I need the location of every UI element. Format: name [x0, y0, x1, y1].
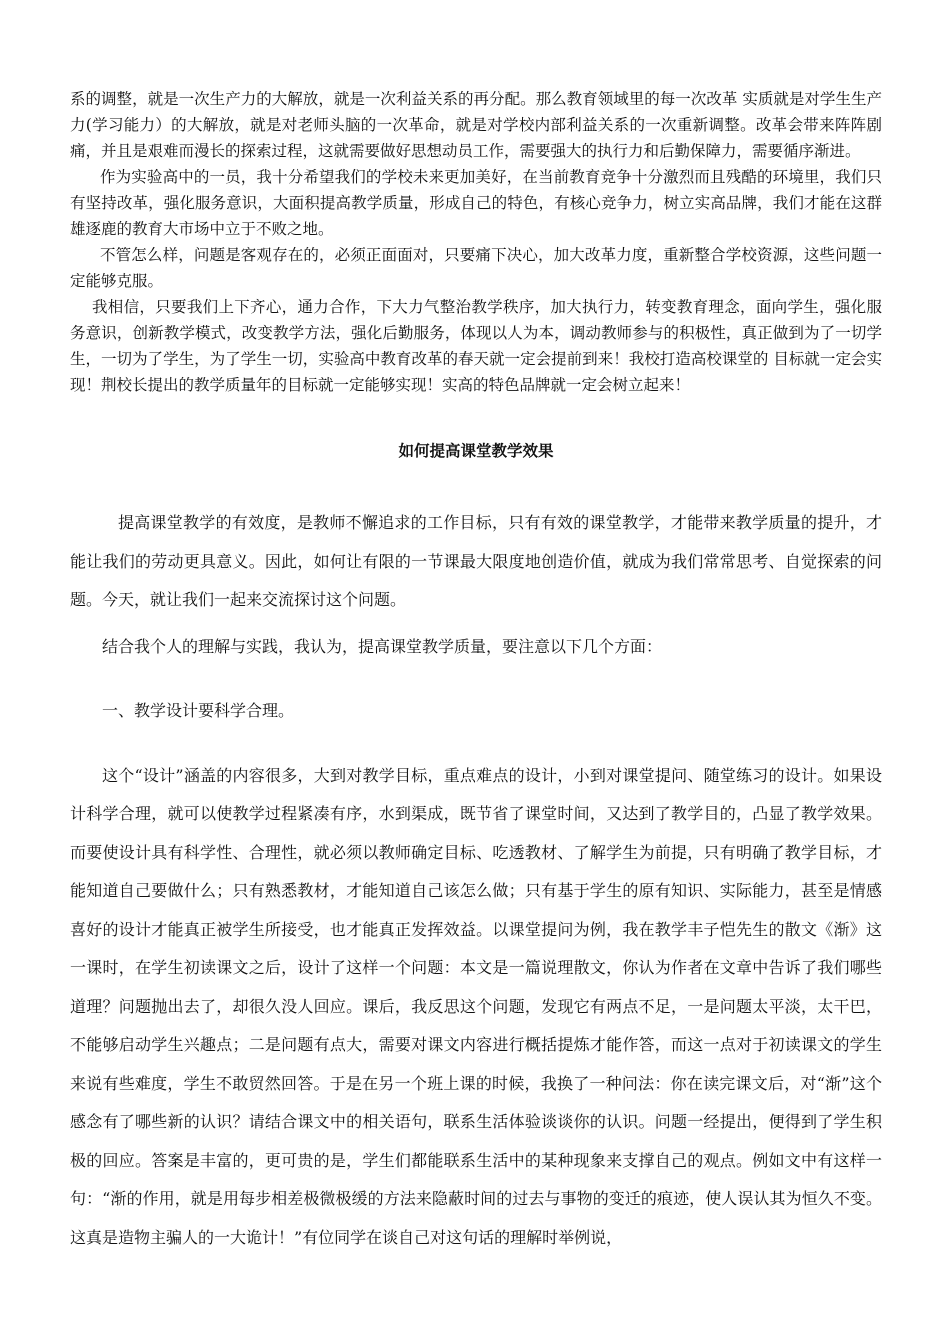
paragraph-design: 这个“设计”涵盖的内容很多，大到对教学目标，重点难点的设计，小到对课堂提问、随堂练习的设计。如果设计科学合理，就可以使教学过程紧凑有序，水到渠成，既节省了课堂时间，又达到了教学目的，凸显了教学效果。而要使设计具有科学性、合理性，就必须以教师确定目标、吃透教材、了解学生为前提，只有明确了教学目标，才能知道自己要做什么；只有熟悉教材，才能知道自己该怎么做；只有基于学生的原有知识、实际能力，甚至是情感喜好的设计才能真正被学生所接受，也才能真正发挥效益。以课堂提问为例，我在教学丰子恺先生的散文《渐》这一课时，在学生初读课文之后，设计了这样一个问题：本文是一篇说理散文，你认为作者在文章中告诉了我们哪些道理？问题抛出去了，却很久没人回应。课后，我反思这个问题，发现它有两点不足，一是问题太平淡，太干巴，不能够启动学生兴趣点；二是问题有点大，需要对课文内容进行概括提炼才能作答，而这一点对于初读课文的学生来说有些难度，学生不敢贸然回答。于是在另一个班上课的时候，我换了一种问法：你在读完课文后，对“渐”这个感念有了哪些新的认识？请结合课文中的相关语句，联系生活体验谈谈你的认识。问题一经提出，便得到了学生积极的回应。答案是丰富的，更可贵的是，学生们都能联系生活中的某种现象来支撑自己的观点。例如文中有这样一句：“渐的作用，就是用每步相差极微极缓的方法来隐蔽时间的过去与事物的变迁的痕迹，使人误认其为恒久不变。这真是造物主骗人的一大诡计！”有位同学在谈自己对这句话的理解时举例说，	[70, 765, 882, 1247]
classroom-section	[70, 504, 882, 1257]
document-page	[70, 86, 882, 1257]
paragraph-belief: 我相信，只要我们上下齐心，通力合作，下大力气整治教学秩序，加大执行力，转变教育理念，面向学生，强化服务意识，创新教学模式，改变教学方法，强化后勤服务，体现以人为本，调动教师参与的积极性，真正做到为了一切学生，一切为了学生，为了学生一切，实验高中教育改革的春天就一定会提前到来！我校打造高校课堂的 目标就一定会实现！荆校长提出的教学质量年的目标就一定能够实现！实高的特色品牌就一定会树立起来！	[70, 298, 882, 394]
paragraph-school-hope: 作为实验高中的一员，我十分希望我们的学校未来更加美好，在当前教育竞争十分激烈而且残酷的环境里，我们只有坚持改革，强化服务意识，大面积提高教学质量，形成自己的特色，有核心竞争力，树立实高品牌，我们才能在这群雄逐鹿的教育大市场中立于不败之地。	[70, 168, 882, 238]
paragraph-intro: 提高课堂教学的有效度，是教师不懈追求的工作目标，只有有效的课堂教学，才能带来教学质量的提升，才能让我们的劳动更具意义。因此，如何让有限的一节课最大限度地创造价值，就成为我们常常思考、自觉探索的问题。今天，就让我们一起来交流探讨这个问题。	[70, 513, 882, 609]
paragraph-problems: 不管怎么样，问题是客观存在的，必须正面面对，只要痛下决心，加大改革力度，重新整合学校资源，这些问题一定能够克服。	[70, 246, 882, 290]
article-title: 如何提高课堂教学效果	[398, 441, 554, 460]
paragraph-reform-adjustment: 系的调整，就是一次生产力的大解放，就是一次利益关系的再分配。那么教育领域里的每一次改革 实质就是对学生生产力(学习能力）的大解放，就是对老师头脑的一次革命，就是对学校内部利益关系的一次重新调整。改革会带来阵阵剧痛，并且是艰难而漫长的探索过程，这就需要做好思想动员工作，需要强大的执行力和后勤保障力，需要循序渐进。	[70, 90, 882, 160]
section-heading: 一、教学设计要科学合理。	[102, 701, 295, 720]
reform-section	[70, 86, 882, 398]
paragraph-lead: 结合我个人的理解与实践，我认为，提高课堂教学质量，要注意以下几个方面：	[102, 636, 663, 656]
